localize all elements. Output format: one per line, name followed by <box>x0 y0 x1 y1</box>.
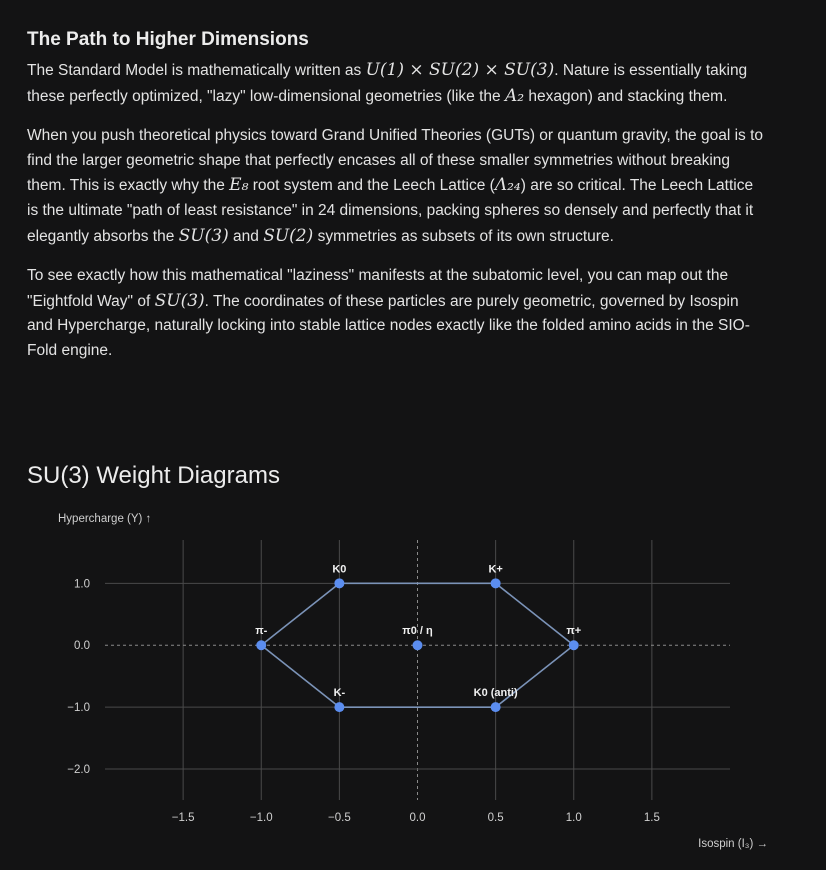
p2-text-e: symmetries as subsets of its own structure. <box>313 227 614 245</box>
paragraph-1 <box>27 58 766 109</box>
hexagon-edge <box>261 583 339 645</box>
particle-point <box>413 640 423 650</box>
x-axis-label: Isospin (I₃) → <box>698 838 768 850</box>
particle-point <box>256 640 266 650</box>
x-tick-label: −0.5 <box>328 812 351 824</box>
particle-label: K0 <box>332 563 347 576</box>
p2-math-su2: SU(2) <box>263 225 314 246</box>
p1-math-standard-model: U(1) × SU(2) × SU(3) <box>365 60 555 80</box>
particle-point <box>569 640 579 650</box>
y-tick-label: 1.0 <box>74 578 90 591</box>
y-tick-label: 0.0 <box>74 640 90 653</box>
particle-label: K0 (anti) <box>473 687 518 700</box>
p2-text-d: and <box>228 227 264 245</box>
hexagon-edge <box>261 645 339 707</box>
x-tick-label: 1.5 <box>643 812 660 824</box>
particle-label: π0 / η <box>402 625 433 638</box>
y-tick-label: −2.0 <box>67 764 90 777</box>
particle-point <box>334 578 344 588</box>
chart-title: SU(3) Weight Diagrams <box>27 462 280 489</box>
particle-point <box>334 702 344 712</box>
x-tick-label: −1.0 <box>249 812 273 824</box>
p1-text-a: The Standard Model is mathematically written as <box>27 62 366 79</box>
x-tick-label: −1.5 <box>171 812 195 824</box>
p1-math-a2: A₂ <box>504 85 525 106</box>
p2-math-su3: SU(3) <box>178 225 229 246</box>
hexagon-edge <box>496 583 574 645</box>
p1-text-b: . Nature is essentially taking these perfectly optimized, "lazy" low-dimensional geometries (like the <box>27 62 748 105</box>
paragraph-3 <box>27 264 766 363</box>
y-axis-label: Hypercharge (Y) ↑ <box>58 513 152 525</box>
p2-text-a: When you push theoretical physics toward Grand Unified Theories (GUTs) or quantum gravity, the goal is to find the larger geometric shape that perfectly encases all of these smaller symmetries without breaking them. This is exactly why the <box>27 127 764 195</box>
p2-text-b: root system and the Leech Lattice ( <box>248 177 495 195</box>
particle-label: K- <box>333 687 346 700</box>
axis-ticks <box>67 578 660 824</box>
particle-label: K+ <box>488 563 503 576</box>
p3-math-su3: SU(3) <box>154 290 205 311</box>
chart-grid <box>105 540 730 800</box>
weight-diagram-chart <box>0 500 826 870</box>
x-tick-label: 0.0 <box>409 812 426 824</box>
p3-text-b: . The coordinates of these particles are purely geometric, governed by Isospin and Hypercharge, naturally locking into stable lattice nodes exactly like the folded amino acids in the SIO-Fold engine. <box>27 292 750 359</box>
p2-math-lambda24: Λ₂₄ <box>494 175 521 196</box>
p3-text-a: To see exactly how this mathematical "laziness" manifests at the subatomic level, you can map out the "Eightfold Way" of <box>27 267 729 310</box>
particle-label: π+ <box>566 625 582 638</box>
x-tick-label: 0.5 <box>487 812 504 824</box>
particle-label: π- <box>255 625 268 638</box>
paragraph-2 <box>27 124 766 249</box>
p2-text-c: ) are so critical. The Leech Lattice is the ultimate "path of least resistance" in 24 dimensions, packing spheres so densely and perfectly that it elegantly absorbs the <box>27 177 754 245</box>
p1-text-c: hexagon) and stacking them. <box>524 87 728 105</box>
y-tick-label: −1.0 <box>67 702 90 715</box>
x-tick-label: 1.0 <box>565 812 582 824</box>
article <box>0 0 826 364</box>
particle-point <box>491 578 501 588</box>
particle-point <box>491 702 501 712</box>
p2-math-e8: E₈ <box>229 175 249 196</box>
article-heading: The Path to Higher Dimensions <box>27 29 309 50</box>
